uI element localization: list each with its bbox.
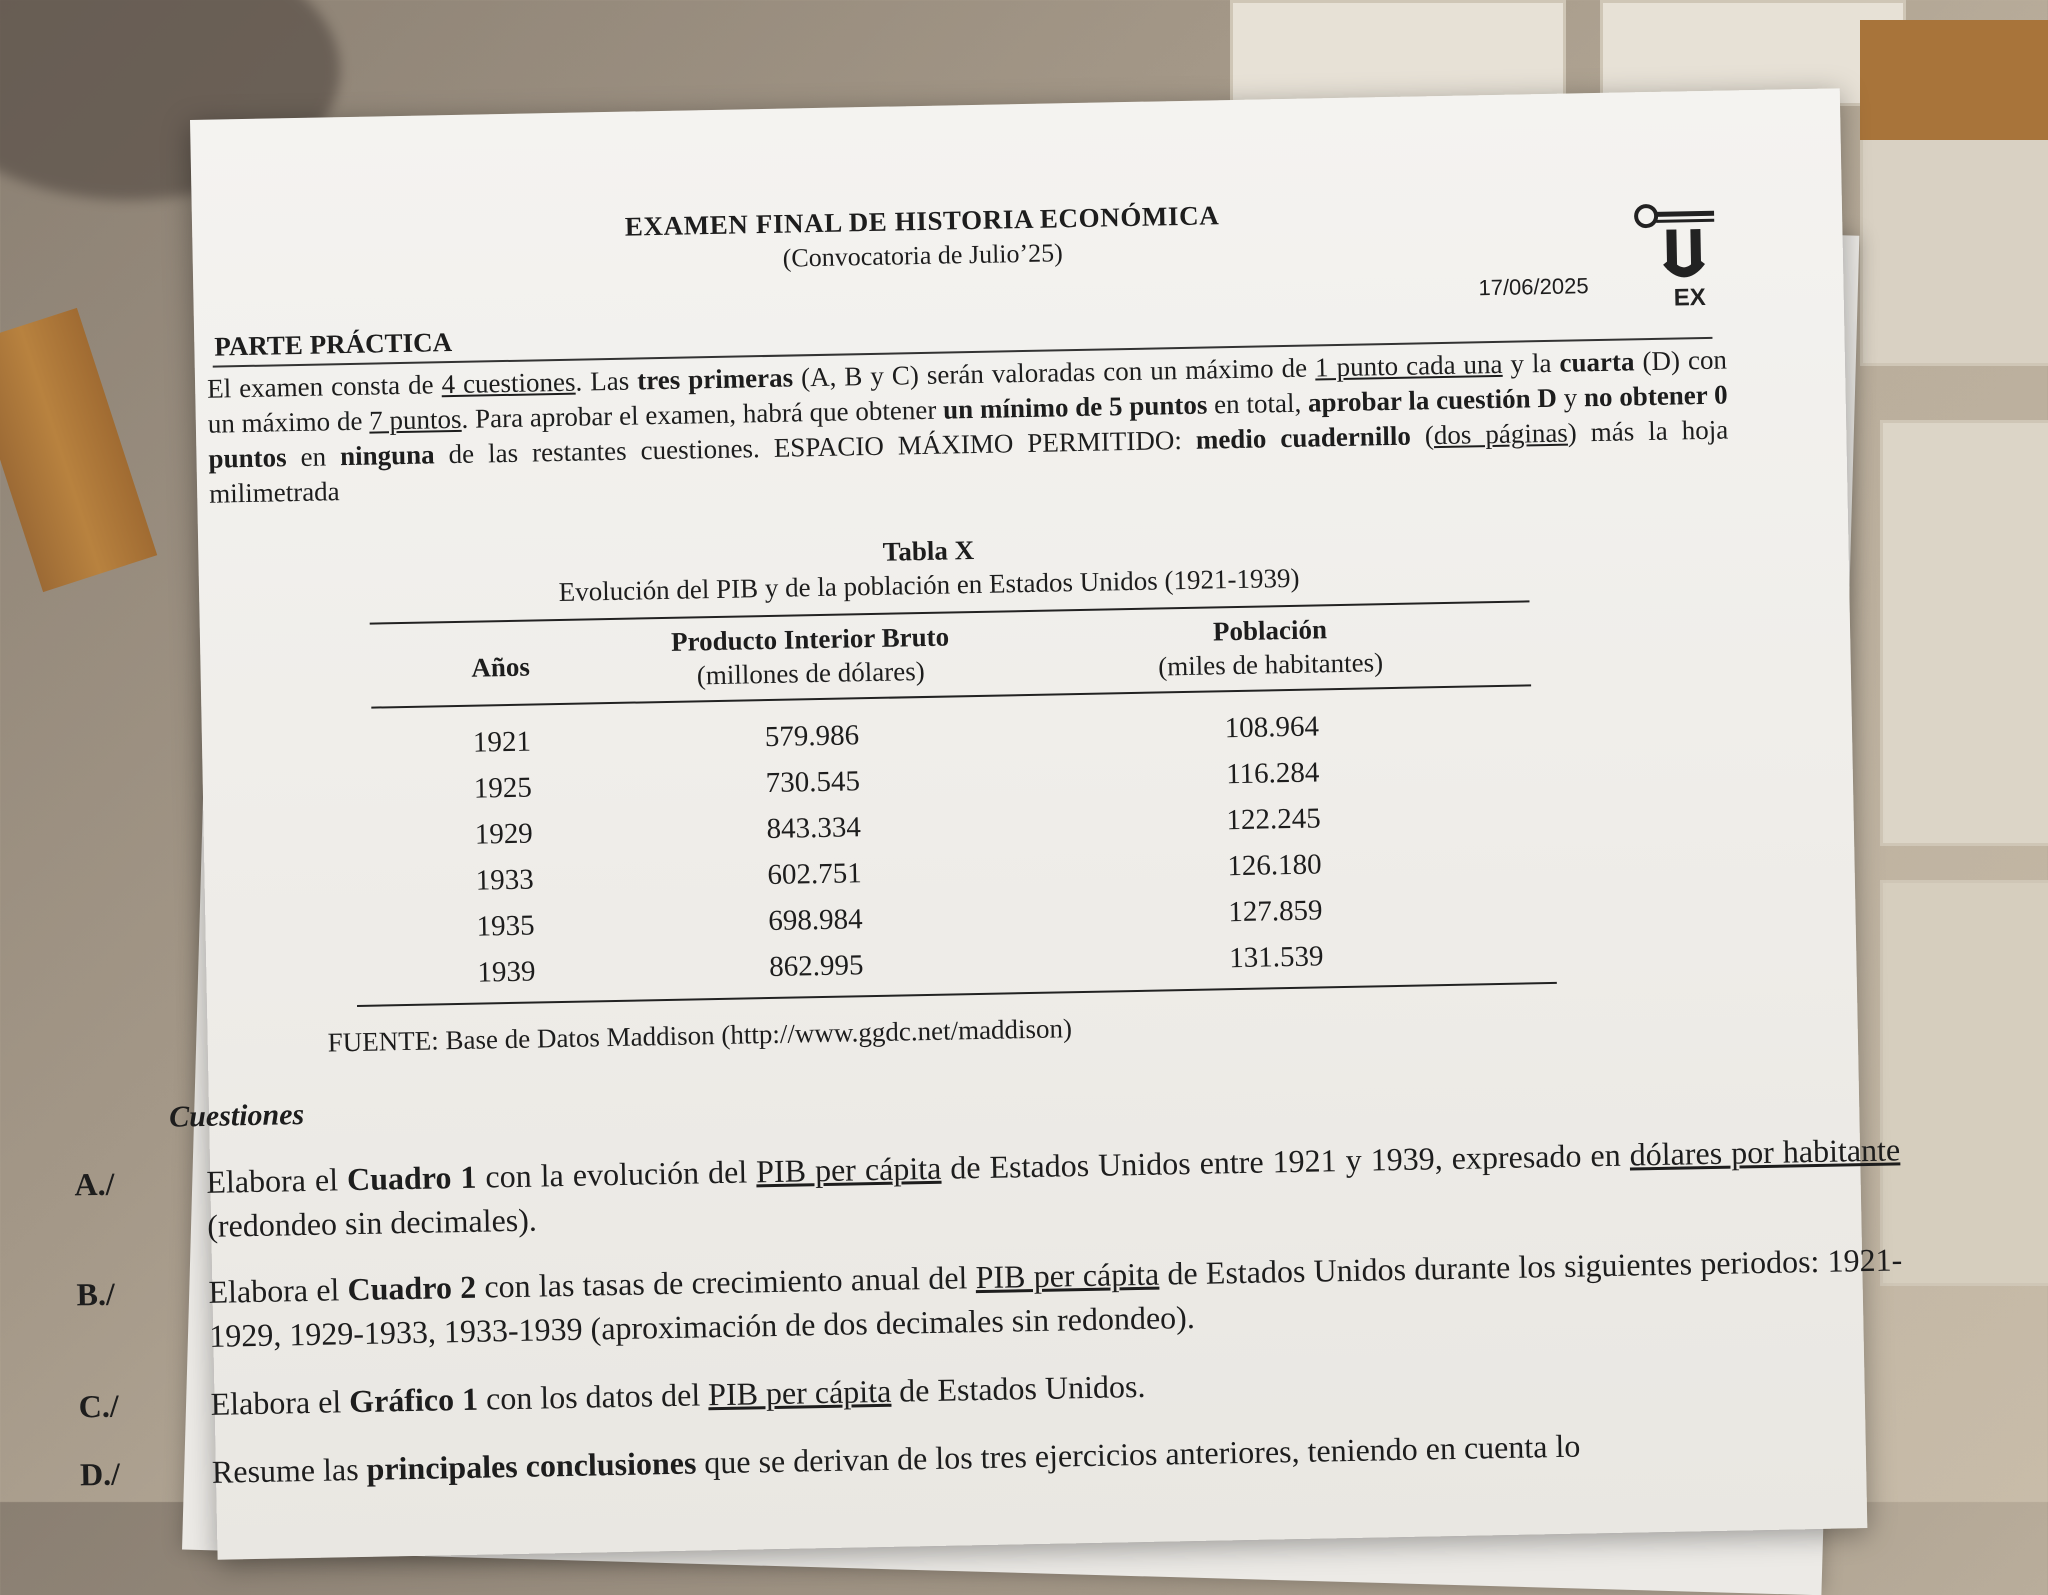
question-text: Gráfico 1 — [348, 1380, 479, 1420]
question-text: de Estados Unidos entre 1921 y 1939, expresado en — [940, 1136, 1631, 1186]
column-header-population — [1060, 609, 1481, 685]
table-cell-year: 1939 — [477, 955, 536, 989]
intro-text: tres primeras — [636, 362, 794, 396]
exam-instructions — [207, 343, 1729, 512]
question-b-text — [76, 1237, 1903, 1359]
intro-text: un mínimo de 5 puntos — [942, 389, 1208, 425]
questions-heading: Cuestiones — [168, 1097, 305, 1134]
intro-text: ninguna — [339, 439, 435, 472]
desk-wood-corner — [1860, 20, 2048, 140]
table-cell-population: 108.964 — [1224, 710, 1320, 745]
table-cell-year: 1933 — [475, 863, 534, 897]
table-caption: Evolución del PIB y de la población en Estados Unidos (1921-1939) — [558, 562, 1300, 608]
logo-text: EX — [1673, 283, 1706, 312]
table-cell-gdp: 730.545 — [765, 765, 861, 800]
question-d-label: D./ — [79, 1455, 121, 1493]
question-text: con las tasas de crecimiento anual del — [475, 1259, 976, 1305]
question-text: Resume las — [211, 1450, 367, 1490]
intro-text: ) más la hoja milimetrada — [208, 414, 1729, 509]
question-text: Elabora el — [210, 1383, 350, 1422]
exam-subtitle: (Convocatoria de Julio’25) — [782, 238, 1064, 273]
intro-text: no obtener 0 puntos — [208, 379, 1728, 474]
intro-text: 7 puntos — [368, 403, 462, 436]
question-d-text — [79, 1417, 1907, 1495]
intro-text: 1 punto cada una — [1314, 348, 1503, 383]
intro-text: 4 cuestiones — [441, 366, 576, 400]
intro-text: El examen consta de — [206, 369, 442, 404]
table-cell-year: 1935 — [476, 909, 535, 943]
intro-text: en total, — [1207, 387, 1309, 420]
question-text: (redondeo sin decimales). — [206, 1201, 538, 1244]
intro-text: y la — [1502, 347, 1560, 379]
university-logo-icon — [1632, 201, 1724, 313]
exam-date: 17/06/2025 — [1478, 273, 1589, 301]
question-a-label: A./ — [74, 1165, 115, 1203]
question-d — [79, 1417, 1907, 1495]
question-b-label: B./ — [76, 1275, 116, 1313]
table-cell-gdp: 579.986 — [764, 719, 860, 754]
question-text: con la evolución del — [476, 1153, 757, 1195]
question-text: principales conclusiones — [366, 1444, 697, 1487]
table-cell-gdp: 843.334 — [766, 811, 862, 846]
question-a-text — [74, 1127, 1901, 1249]
table-cell-population: 116.284 — [1225, 756, 1320, 791]
exam-content — [74, 88, 1903, 1559]
column-header-population-unit: (miles de habitantes) — [1157, 647, 1384, 682]
question-b — [76, 1237, 1903, 1359]
table-cell-year: 1925 — [473, 771, 533, 805]
question-c — [78, 1349, 1905, 1427]
floor-tile — [1880, 880, 2048, 1286]
table-source: FUENTE: Base de Datos Maddison (http://www.ggdc.net/maddison) — [327, 1013, 1073, 1058]
column-header-population-title: Población — [1212, 614, 1328, 647]
exam-sheet — [74, 88, 1903, 1559]
question-a — [74, 1127, 1901, 1249]
intro-text: y — [1556, 382, 1585, 413]
question-text: dólares por habitante — [1629, 1131, 1901, 1173]
intro-text: . Las — [575, 365, 638, 397]
intro-text: . Para aprobar el examen, habrá que obtener — [461, 394, 944, 434]
table-cell-gdp: 602.751 — [767, 857, 863, 892]
table-cell-year: 1921 — [472, 725, 532, 759]
table-title: Tabla X — [882, 535, 975, 567]
table-cell-gdp: 698.984 — [768, 903, 863, 938]
question-text: Elabora el — [206, 1161, 348, 1200]
intro-text: aprobar la cuestión D — [1307, 382, 1558, 418]
intro-text: de las restantes cuestiones. ESPACIO MÁXIMO PERMITIDO: — [434, 424, 1197, 470]
floor-tile — [1230, 0, 1566, 106]
intro-text: (D) con un máximo de — [207, 344, 1728, 439]
table-cell-population: 127.859 — [1227, 894, 1323, 929]
intro-text: en — [286, 441, 341, 473]
intro-text: dos páginas — [1433, 417, 1569, 451]
table-cell-population: 122.245 — [1226, 802, 1322, 837]
table-header-rule — [371, 684, 1531, 708]
intro-text: cuarta — [1559, 346, 1635, 378]
desk-wood-edge — [0, 308, 157, 592]
table-cell-gdp: 862.995 — [768, 949, 864, 984]
intro-text: ( — [1410, 420, 1435, 451]
question-text: Cuadro 1 — [346, 1158, 477, 1198]
table-cell-population: 126.180 — [1227, 848, 1322, 883]
table-cell-year: 1929 — [474, 817, 534, 851]
exam-title: EXAMEN FINAL DE HISTORIA ECONÓMICA — [624, 200, 1220, 242]
question-c-label: C./ — [78, 1387, 120, 1425]
column-header-gdp-unit: (millones de dólares) — [696, 656, 925, 691]
question-text: PIB per cápita — [755, 1149, 942, 1190]
question-text: PIB per cápita — [707, 1372, 892, 1413]
floor-tile — [1880, 420, 2048, 846]
table-cell-population: 131.539 — [1228, 940, 1324, 975]
question-text: de Estados Unidos. — [890, 1367, 1146, 1409]
question-text: de Estados Unidos durante los siguientes periodos: 1921-1929, 1929-1933, 1933-1939 (aproximación de dos decimales sin redondeo). — [208, 1241, 1903, 1354]
column-header-years-label: Años — [471, 651, 531, 683]
question-text: con los datos del — [477, 1376, 709, 1417]
section-title: PARTE PRÁCTICA — [214, 327, 453, 362]
intro-text: medio cuadernillo — [1195, 420, 1412, 455]
question-text: que se derivan de los tres ejercicios anteriores, teniendo en cuenta lo — [695, 1427, 1581, 1481]
column-header-gdp-title: Producto Interior Bruto — [670, 621, 950, 657]
floor-tile — [1860, 120, 2048, 366]
question-text: PIB per cápita — [975, 1255, 1160, 1296]
question-text: Elabora el — [208, 1271, 348, 1310]
intro-text: (A, B y C) serán valoradas con un máximo de — [792, 352, 1316, 393]
question-text: Cuadro 2 — [347, 1268, 477, 1308]
column-header-gdp — [570, 618, 1051, 695]
question-c-text — [78, 1349, 1905, 1427]
